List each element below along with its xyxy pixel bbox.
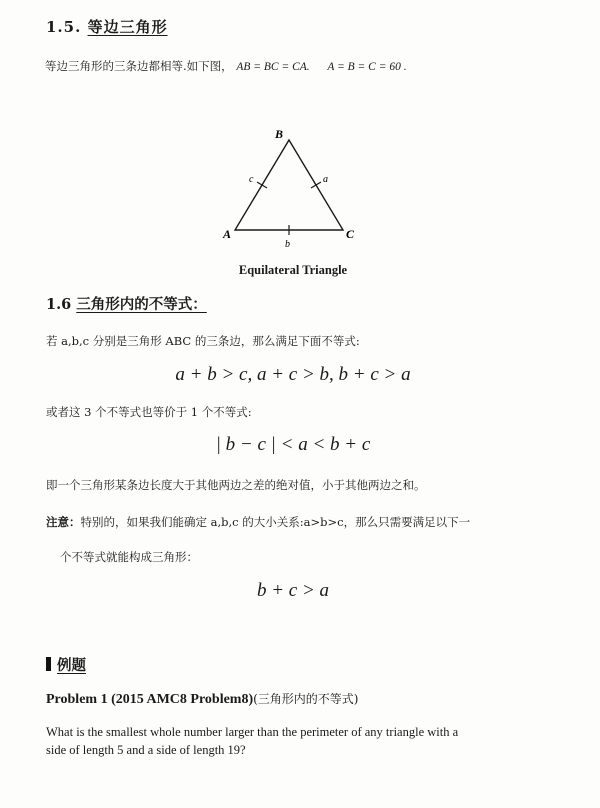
equilateral-definition [45,58,407,74]
figure-caption: Equilateral Triangle [238,263,348,277]
section-heading-1-6 [46,293,207,314]
question-line: side of length 5 and a side of length 19? [46,743,246,757]
tick-mark-c [257,182,267,188]
formula-triangle-inequality: a + b > c, a + c > b, b + c > a [175,364,411,385]
paragraph-equivalent: 或者这 3 个不等式也等价于 1 个不等式: [46,405,252,419]
note-label: 注意： [46,515,81,529]
equilateral-triangle-figure [215,120,365,255]
section-heading-1-5 [46,16,168,37]
note-paragraph-continued: 个不等式就能构成三角形： [60,550,198,564]
triangle-outline [235,140,343,230]
problem-tag: (三角形内的不等式) [253,692,359,706]
formula-sufficient-condition: b + c > a [256,580,330,601]
section-number: 1.6 [46,296,72,313]
label-vertex-b: B [275,127,284,141]
equal-angles: A = B = C = 60 . [327,61,407,73]
problem-question [46,723,546,759]
note-text: 特别的，如果我们能确定 a,b,c 的大小关系:a>b>c，那么只需要满足以下一 [80,515,471,529]
intro-text: 等边三角形的三条边都相等.如下图， [45,59,233,73]
examples-title: 例题 [57,657,86,674]
question-line: What is the smallest whole number larger than the perimeter of any triangle with a [46,725,459,739]
label-side-c: c [249,174,254,185]
label-side-a: a [323,174,328,185]
section-number: 1.5. [46,18,82,36]
paragraph-sides: 若 a,b,c 分别是三角形 ABC 的三条边，那么满足下面不等式: [46,334,360,348]
note-paragraph [46,514,470,530]
problem-title [46,690,359,708]
paragraph-explanation: 即一个三角形某条边长度大于其他两边之差的绝对值，小于其他两边之和。 [46,478,426,492]
equal-sides: AB = BC = CA. [236,61,310,73]
section-title: 等边三角形 [87,18,168,36]
label-vertex-c: C [346,227,355,241]
section-title: 三角形内的不等式： [76,296,207,313]
heading-bar-icon [46,657,51,671]
problem-source: Problem 1 (2015 AMC8 Problem8) [46,692,254,707]
label-vertex-a: A [223,227,232,241]
label-side-b: b [285,239,290,250]
formula-absolute-difference: | b − c | < a < b + c [215,434,371,455]
tick-mark-a [311,182,321,188]
examples-heading [46,654,86,675]
